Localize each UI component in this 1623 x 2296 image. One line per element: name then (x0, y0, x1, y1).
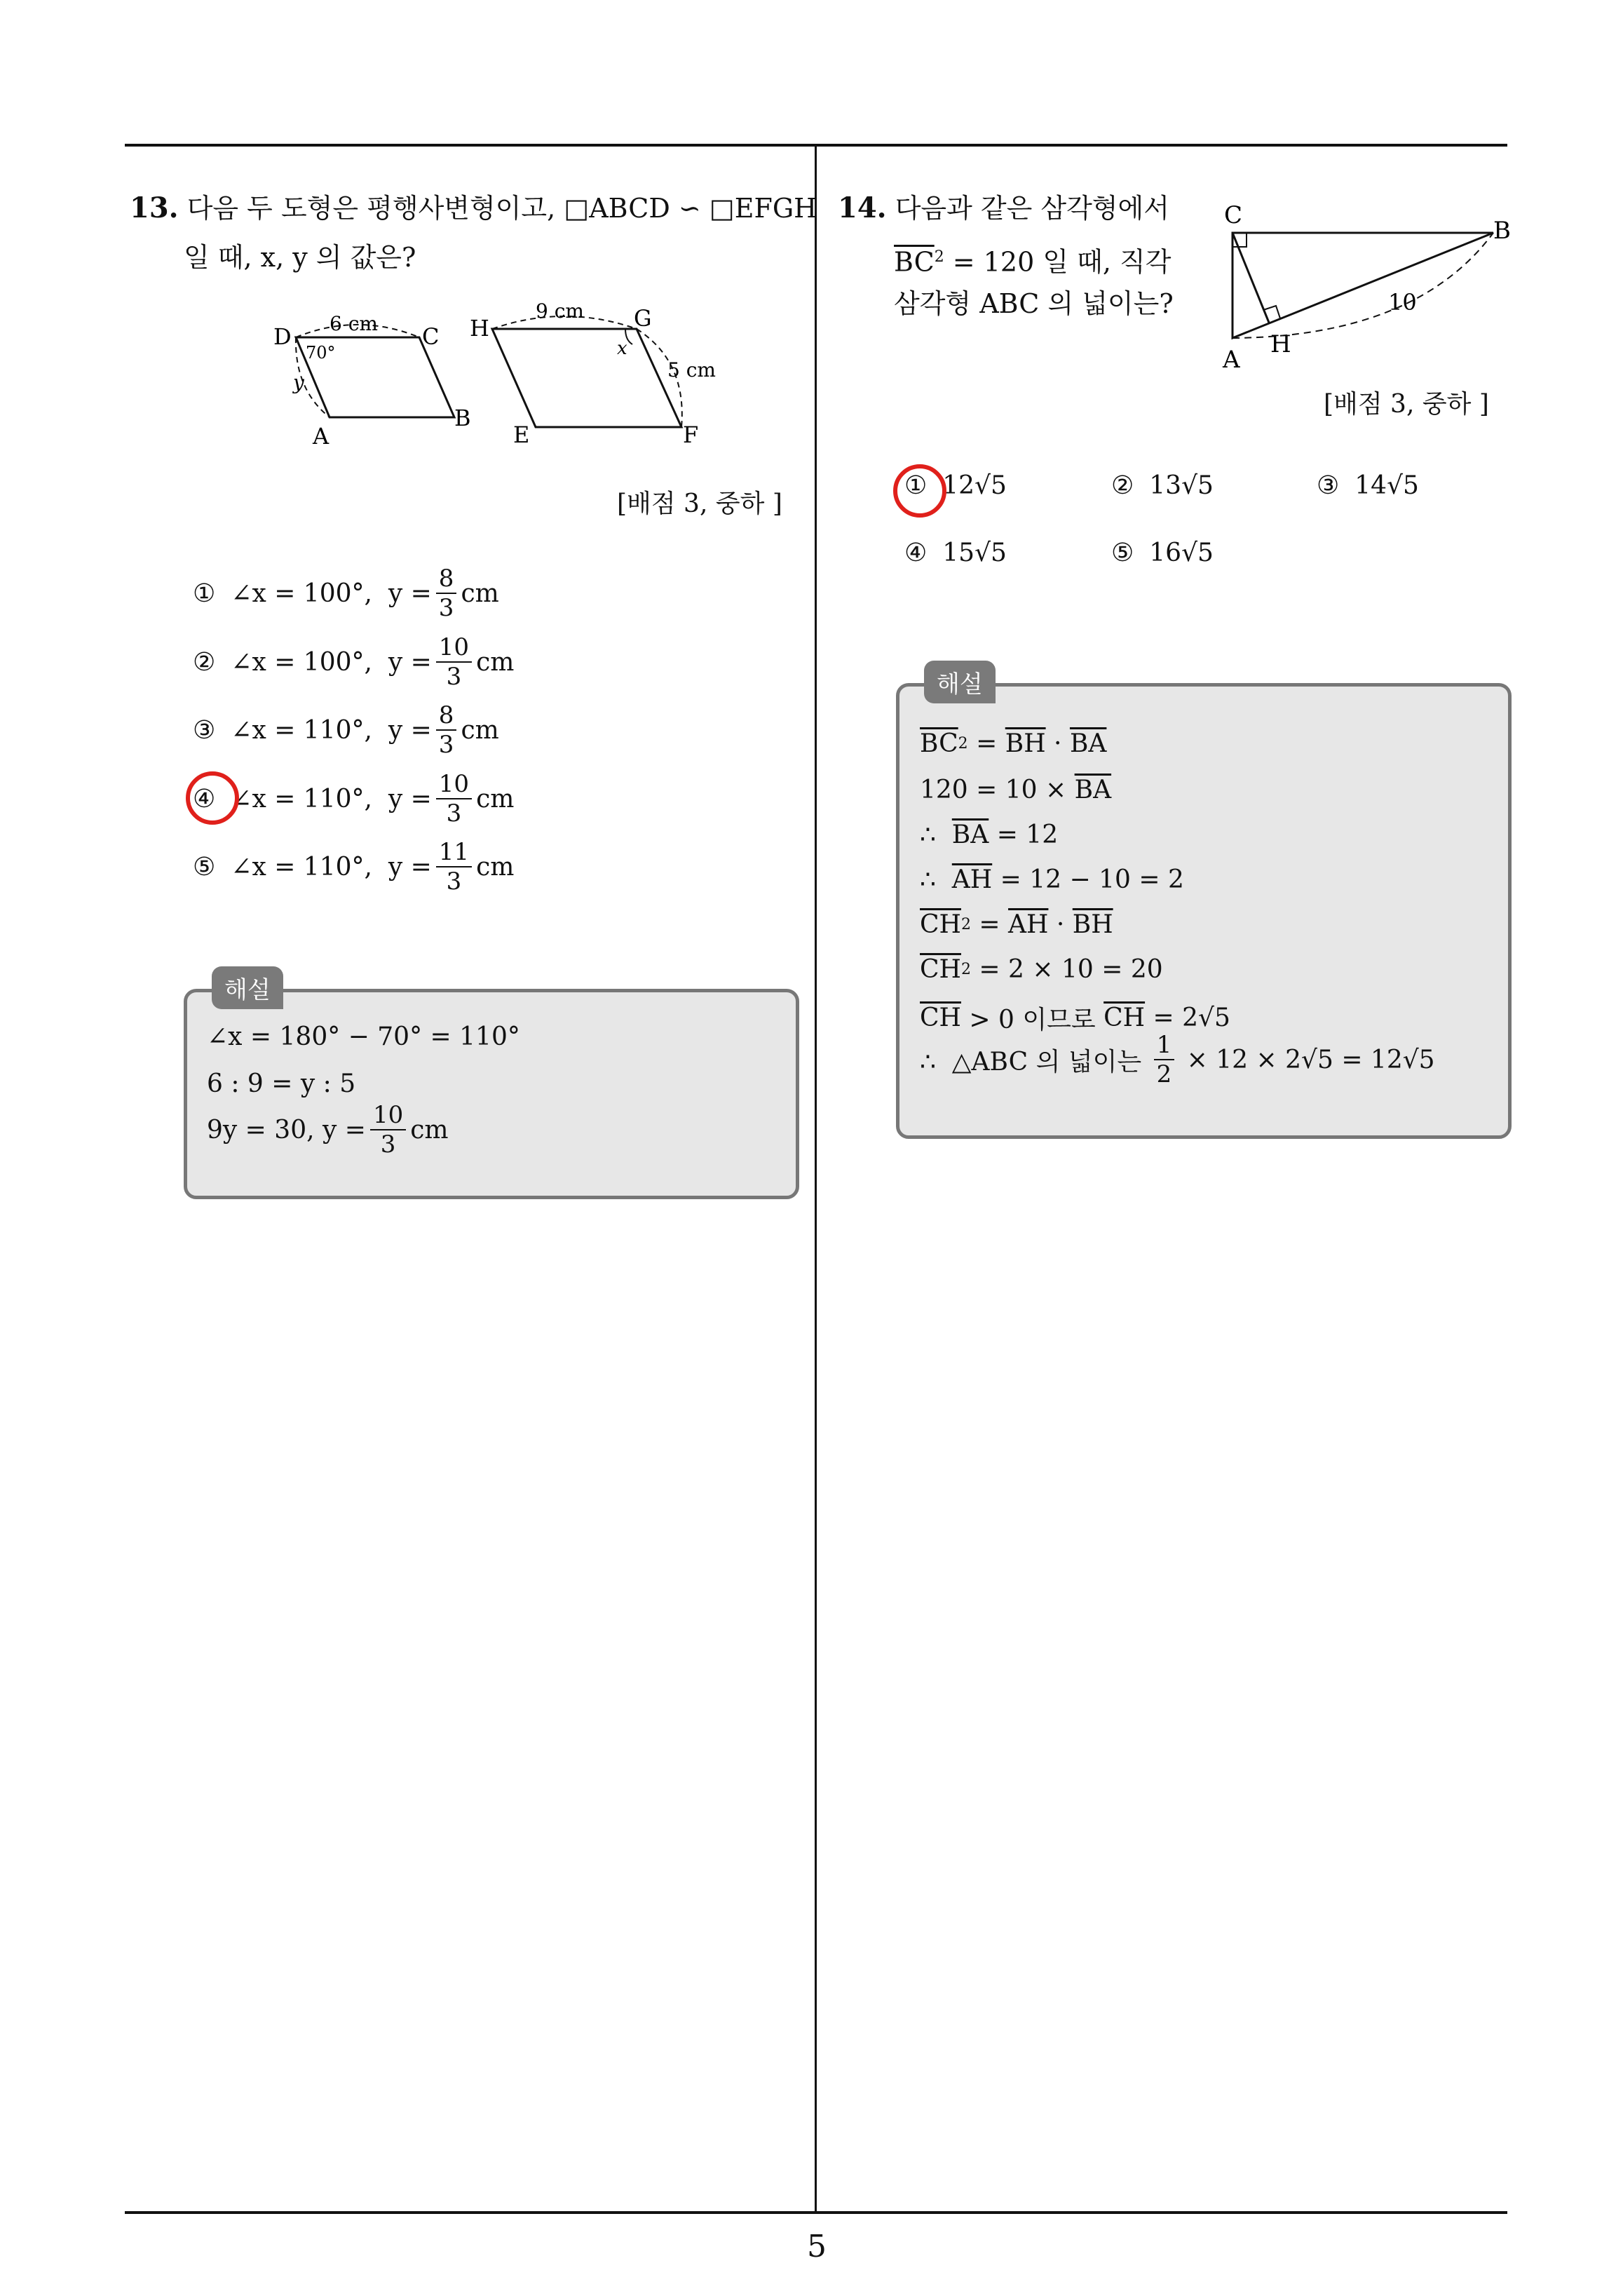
choice-mark: ⑤ (193, 852, 216, 882)
q13-sol-line1: ∠x = 180° − 70° = 110° (207, 1022, 520, 1051)
q14-sol-line3: ∴ $\overline{BA}$ = 12 (920, 821, 1059, 849)
q13-line2: 일 때, x, y 의 값은? (184, 242, 416, 273)
q14-solution-tag: 해설 (924, 661, 996, 703)
fraction: $\frac{8}{3}$ (436, 565, 457, 622)
q14-choice-2[interactable] (1111, 471, 1214, 500)
choice-unit: cm (461, 715, 499, 745)
label-C: C (1224, 201, 1243, 229)
fraction: $\frac{8}{3}$ (436, 701, 457, 759)
q14-sol-line6: $\overline{CH}$ 2 = 2 × 10 = 20 (920, 955, 1163, 984)
label-F: F (683, 421, 699, 448)
label-5cm: 5 cm (667, 358, 716, 381)
q13-choice-3[interactable] (193, 701, 499, 759)
answer-circle-q14 (893, 464, 946, 518)
label-C: C (422, 323, 440, 350)
answer-circle-q13 (186, 771, 239, 825)
label-B: B (454, 405, 471, 431)
choice-text: ∠x = 100°, y = (231, 579, 432, 608)
q13-sol-line2: 6 : 9 = y : 5 (207, 1069, 356, 1098)
q13-solution-tag: 해설 (212, 966, 283, 1009)
q13-choice-5[interactable] (193, 838, 514, 896)
choice-text: 14√5 (1354, 471, 1419, 500)
q14-sol-line1: $\overline{BC}$ 2 = $\overline{BH}$ · $\overline{BA}$ (920, 729, 1107, 758)
label-A: A (1223, 346, 1240, 374)
label-6cm: 6 cm (330, 312, 378, 335)
choice-text: ∠x = 110°, y = (231, 852, 432, 882)
choice-unit: cm (476, 647, 515, 677)
triangle-abc (1232, 233, 1493, 338)
square-exp: 2 (934, 248, 944, 266)
bottom-rule (125, 2211, 1507, 2214)
column-divider (815, 145, 817, 2213)
label-10: 10 (1388, 289, 1417, 316)
q13-line1: 다음 두 도형은 평행사변형이고, □ABCD ∽ □EFGH (186, 193, 817, 224)
q14-sol-line5: $\overline{CH}$ 2 = $\overline{AH}$ · $\overline{BH}$ (920, 910, 1113, 939)
label-70: 70° (306, 343, 336, 363)
q14-figure (1206, 189, 1521, 386)
label-D: D (273, 323, 292, 350)
choice-unit: cm (461, 579, 499, 608)
unit: cm (410, 1115, 449, 1144)
q14-choice-4[interactable] (904, 539, 1007, 567)
choice-mark: ① (904, 471, 928, 500)
q14-number: 14. (838, 191, 887, 224)
fraction: $\frac{10}{3}$ (436, 770, 472, 828)
choice-mark: ④ (193, 784, 216, 813)
label-B: B (1493, 217, 1511, 245)
q14-choice-5[interactable] (1111, 539, 1214, 567)
q14-sol-line4: ∴ $\overline{AH}$ = 12 − 10 = 2 (920, 865, 1184, 894)
choice-text: 15√5 (942, 539, 1007, 567)
label-x: x (617, 338, 627, 359)
q14-line3: 삼각형 ABC 의 넓이는? (894, 288, 1174, 319)
choice-mark: ① (193, 579, 216, 608)
q13-header (130, 184, 817, 233)
q13-choice-4[interactable] (193, 770, 514, 828)
q14-sol-line2: 120 = 10 × $\overline{BA}$ (920, 776, 1112, 804)
choice-mark: ② (193, 647, 216, 677)
choice-text: 16√5 (1149, 539, 1214, 567)
bc-segment: $\overline{BC}$ (894, 246, 935, 278)
label-A: A (313, 423, 330, 450)
fraction: $\frac{10}{3}$ (370, 1101, 406, 1159)
q14-sol-line8: ∴ △ABC 의 넓이는 $\frac{1}{2}$ × 12 × 2√5 = 12√5 (920, 1031, 1435, 1088)
label-H: H (470, 315, 489, 342)
label-G: G (634, 305, 652, 332)
q13-choice-1[interactable] (193, 565, 499, 622)
choice-text: ∠x = 110°, y = (231, 715, 432, 745)
choice-text: 12√5 (942, 471, 1007, 500)
choice-mark: ③ (1317, 471, 1340, 500)
fraction: $\frac{1}{2}$ (1154, 1031, 1175, 1088)
q13-number: 13. (130, 191, 179, 224)
q13-score: [배점 3, 중하 ] (617, 489, 782, 518)
parallelogram-efgh (492, 329, 681, 427)
page-number: 5 (807, 2229, 827, 2264)
q14-choice-3[interactable] (1317, 471, 1419, 500)
q14-line1: 다음과 같은 삼각형에서 (895, 193, 1169, 224)
q14-sol-line7: $\overline{CH}$ > 0 이므로 $\overline{CH}$ = 2√5 (920, 1004, 1230, 1034)
choice-mark: ⑤ (1111, 539, 1134, 567)
fraction: $\frac{10}{3}$ (436, 633, 472, 691)
label-H: H (1270, 330, 1291, 358)
q14-score: [배점 3, 중하 ] (1324, 390, 1489, 419)
choice-unit: cm (476, 852, 515, 882)
choice-text: ∠x = 100°, y = (231, 647, 432, 677)
choice-text: ∠x = 110°, y = (231, 784, 432, 813)
q13-figure (266, 298, 757, 452)
q14-header (838, 184, 1169, 233)
choice-mark: ③ (193, 715, 216, 745)
sol-text: 9y = 30, y = (207, 1115, 366, 1144)
q13-sol-line3 (207, 1101, 449, 1159)
fraction: $\frac{11}{3}$ (436, 838, 472, 896)
choice-mark: ④ (904, 539, 928, 567)
label-9cm: 9 cm (536, 299, 584, 323)
choice-mark: ② (1111, 471, 1134, 500)
choice-text: 13√5 (1149, 471, 1214, 500)
label-E: E (513, 421, 530, 448)
label-y: y (293, 371, 304, 394)
choice-unit: cm (476, 784, 515, 813)
q14-line2-rest: = 120 일 때, 직각 (944, 246, 1172, 278)
q13-choice-2[interactable] (193, 633, 514, 691)
